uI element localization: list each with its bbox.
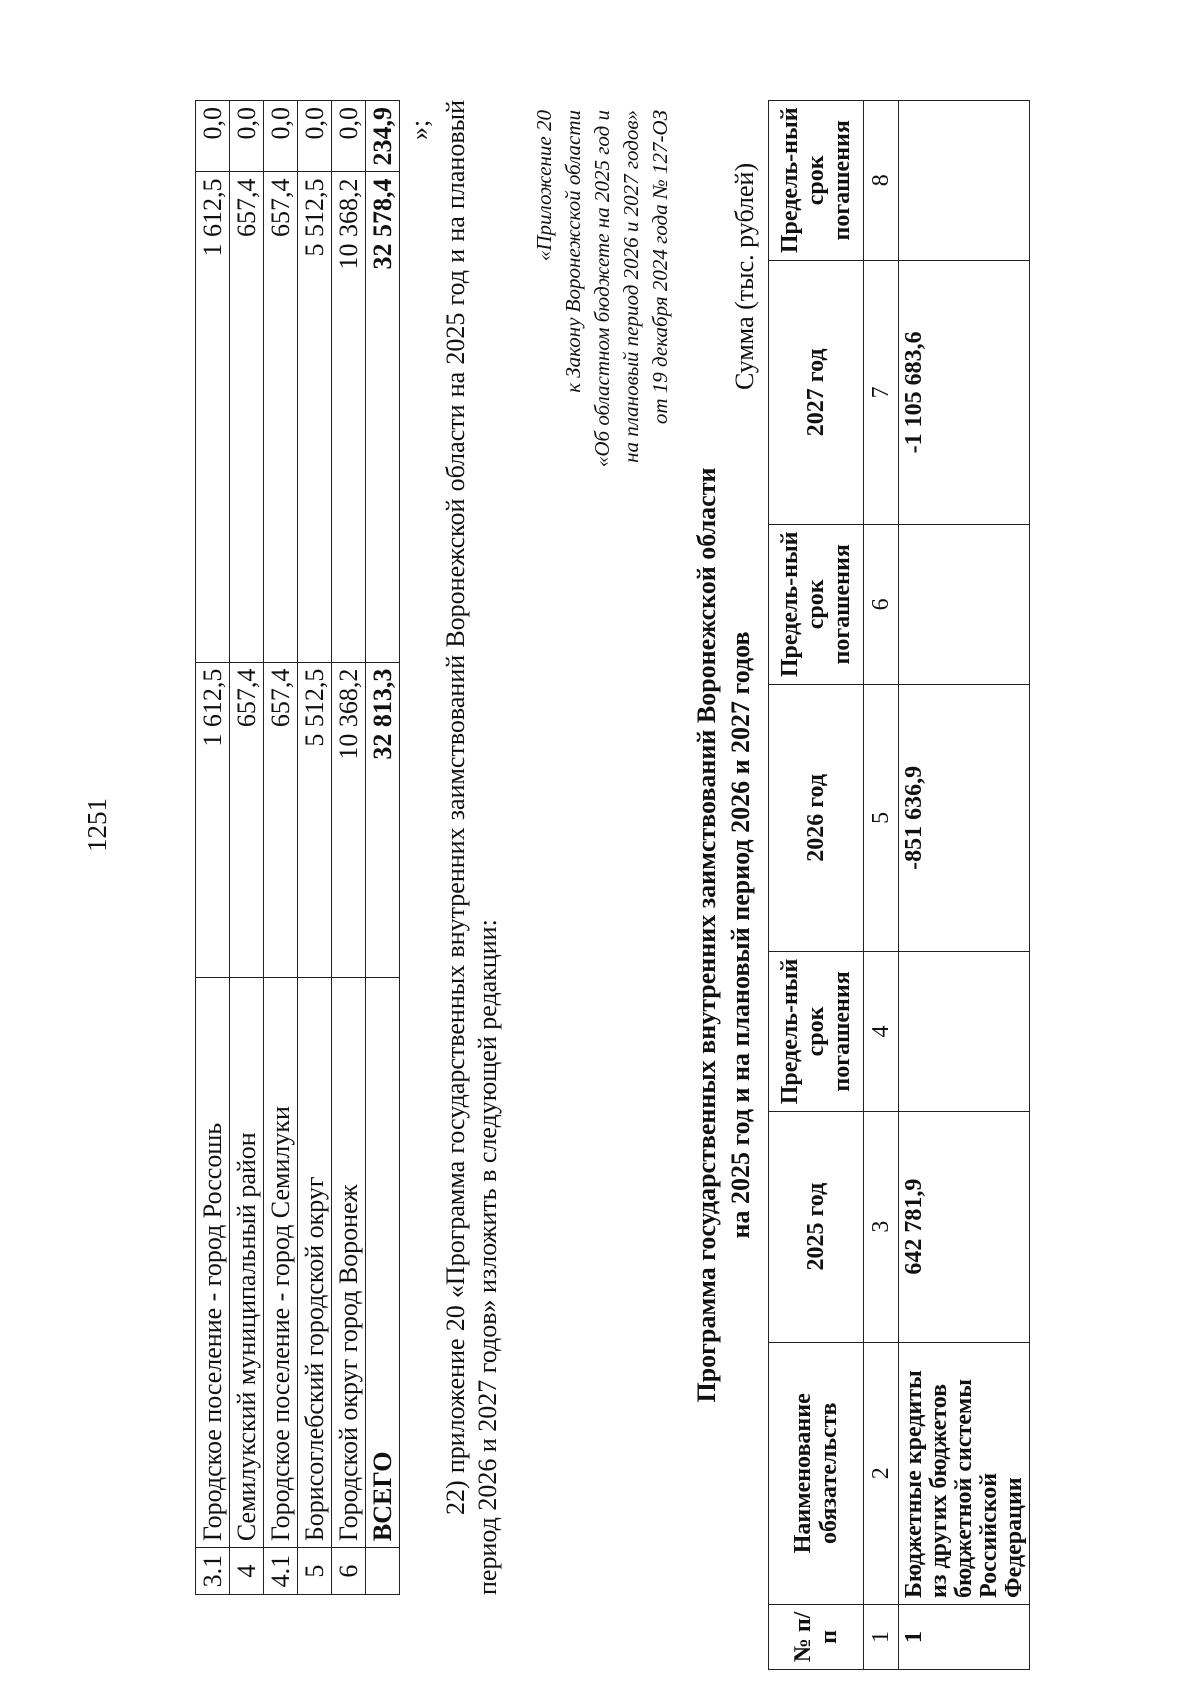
closing-quote: »;: [405, 119, 434, 140]
units-label: Сумма (тыс. рублей): [730, 162, 759, 390]
page-number: 1251: [82, 798, 112, 852]
table-row: 1 Бюджетные кредиты из других бюджетов бюджетной системы Российской Федерации 642 781,9 -851 636,9 -1 105 683,6: [899, 101, 1030, 1670]
header-term-2027: Предель-ный срок погашения: [769, 101, 864, 261]
header-2025: 2025 год: [769, 1111, 864, 1342]
table-row: 3.1 Городское поселение - город Россошь 1 612,5 1 612,5 0,0: [196, 101, 230, 1595]
header-2026: 2026 год: [769, 684, 864, 952]
table-row: 6 Городской округ город Воронеж 10 368,2 10 368,2 0,0: [332, 101, 366, 1595]
table-header-row: [769, 101, 864, 1670]
appendix-reference: «Приложение 20 к Закону Воронежской области «Об областном бюджете на 2025 год и на плановый период 2026 и 2027 годов» от 19 декабря 2024 года № 127-ОЗ: [532, 110, 672, 468]
header-num: № п/п: [769, 1604, 864, 1669]
header-term-2026: Предель-ный срок погашения: [769, 525, 864, 685]
summary-table: [195, 100, 400, 1595]
column-number-row: 1 2 3 4 5 6 7 8: [864, 101, 899, 1670]
document-title: Программа государственных внутренних заимствований Воронежской области на 2025 год и на плановый период 2026 и 2027 годов: [692, 467, 755, 1403]
header-term-2025: Предель-ный срок погашения: [769, 952, 864, 1112]
borrowing-program-table: [768, 100, 1030, 1670]
table-row: 4 Семилукский муниципальный район 657,4 657,4 0,0: [230, 101, 264, 1595]
table-row: 4.1 Городское поселение - город Семилуки 657,4 657,4 0,0: [264, 101, 298, 1595]
total-row: ВСЕГО 32 813,3 32 578,4 234,9: [366, 101, 400, 1595]
header-name: Наименование обязательств: [769, 1342, 864, 1604]
table-row: 5 Борисоглебский городской округ 5 512,5 5 512,5 0,0: [298, 101, 332, 1595]
amendment-paragraph: 22) приложение 20 «Программа государственных внутренних заимствований Воронежской области на 2025 год и на плановый период 2026 и 2027 годов» изложить в следующей редакции:: [441, 100, 502, 1595]
header-2027: 2027 год: [769, 260, 864, 524]
